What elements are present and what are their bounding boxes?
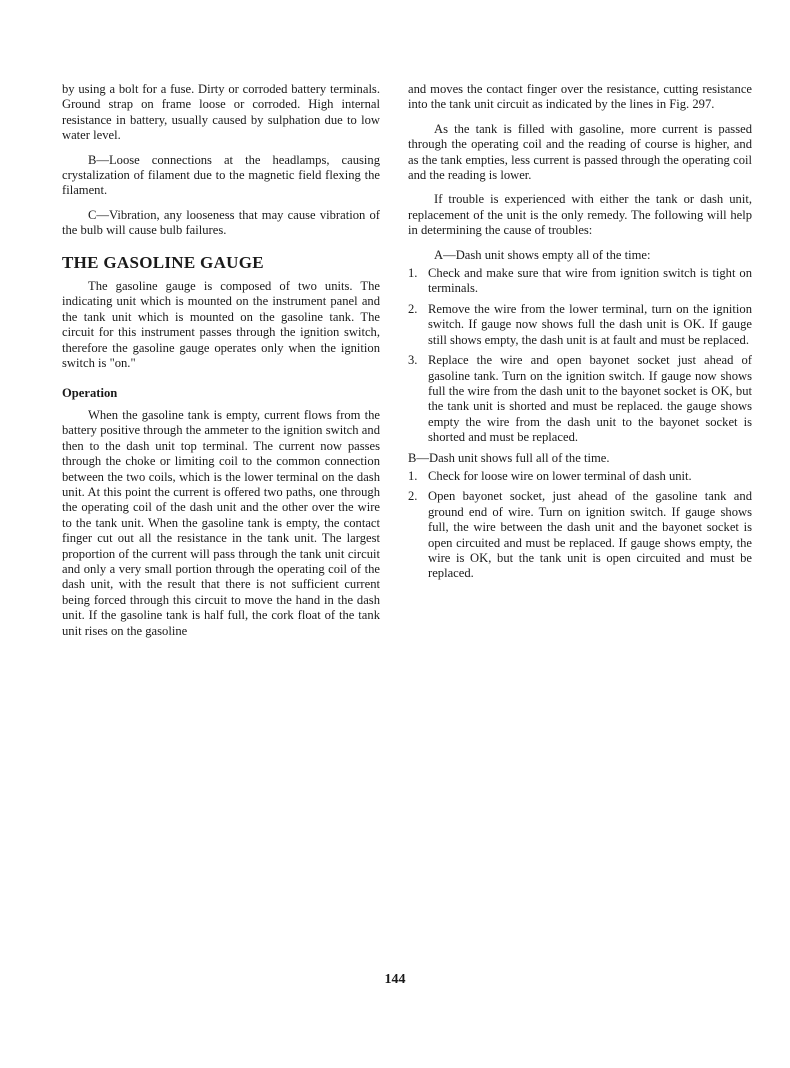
list-dash-shows-empty [408, 266, 752, 445]
right-column [408, 82, 752, 587]
section-title: THE GASOLINE GAUGE [62, 252, 264, 272]
paragraph-bulb-failure-causes: by using a bolt for a fuse. Dirty or corroded battery terminals. Ground strap on frame loose or corroded. High internal resistance in battery, usually caused by sulphation due to low water level. [62, 82, 380, 143]
paragraph-vibration: C—Vibration, any looseness that may cause vibration of the bulb will cause bulb failures. [62, 207, 380, 238]
paragraph-operation: When the gasoline tank is empty, current flows from the battery positive through the ammeter to the ignition switch and then to the dash unit top terminal. The current now passes through the choke or limiting coil to the common connection between the two coils, which is the lower terminal on the dash unit. At this point the current is offered two paths, one through the operating coil of the dash unit and the other over the wire to the tank unit. When the gasoline tank is empty, the contact finger cut out all the resistance in the tank unit. The largest proportion of the current will pass through the tank unit circuit and only a very small portion through the operating coil of the dash unit, with the result that there is not sufficient current being forced through this circuit to move the hand in the dash unit. If the gasoline tank is half full, the cork float of the tank unit rises on the gasoline [62, 407, 380, 638]
paragraph-loose-connections: B—Loose connections at the headlamps, causing crystalization of filament due to the magnetic field flexing the filament. [62, 152, 380, 198]
paragraph-troubleshooting-intro: If trouble is experienced with either the tank or dash unit, replacement of the unit is the only remedy. The following will help in determining the cause of troubles: [408, 192, 752, 238]
heading-dash-shows-empty: A—Dash unit shows empty all of the time: [434, 247, 651, 262]
list-item [408, 489, 752, 581]
subheading-operation: Operation [62, 385, 118, 400]
list-item-number: 2. [408, 489, 418, 504]
paragraph-tank-filled: As the tank is filled with gasoline, more current is passed through the operating coil and the reading of course is higher, and as the tank empties, less current is passed through the operating coil and the reading is lower. [408, 121, 752, 183]
list-dash-shows-full [408, 469, 752, 582]
list-item-number: 1. [408, 468, 418, 483]
list-item-text: Remove the wire from the lower terminal, turn on the ignition switch. If gauge now shows full the dash unit is OK. If gauge still shows empty, the dash unit is at fault and must be replaced. [428, 301, 752, 347]
list-item-text: Replace the wire and open bayonet socket just ahead of gasoline tank. Turn on the ignition switch. If gauge now shows full the wire from the dash unit to the bayonet socket is OK, but the tank unit is shorted and must be replaced. the gauge shows empty the wire from the dash unit to the bayonet socket is shorted and must be replaced. [428, 353, 752, 445]
list-item-number: 3. [408, 353, 418, 368]
list-item-text: Open bayonet socket, just ahead of the gasoline tank and ground end of wire. Turn on ignition switch. If gauge shows full, the wire between the dash unit and the bayonet socket is open circuited and must be replaced. If gauge shows empty, the wire is OK, but the tank unit is open circuited and must be replaced. [428, 489, 752, 581]
list-item [408, 266, 752, 297]
list-item-number: 2. [408, 301, 418, 316]
left-column [62, 82, 380, 639]
list-item-text: Check and make sure that wire from ignition switch is tight on terminals. [428, 266, 752, 296]
list-item-text: Check for loose wire on lower terminal of dash unit. [428, 468, 692, 483]
heading-dash-shows-full: B—Dash unit shows full all of the time. [408, 450, 610, 465]
list-item [408, 302, 752, 348]
list-item-number: 1. [408, 266, 418, 281]
list-item [408, 353, 752, 445]
page-number: 144 [384, 972, 406, 987]
list-item [408, 469, 752, 484]
paragraph-gauge-composition: The gasoline gauge is composed of two units. The indicating unit which is mounted on the instrument panel and the tank unit which is mounted on the gasoline tank. The circuit for this instrument passes through the ignition switch, therefore the gasoline gauge operates only when the ignition switch is "on." [62, 279, 380, 371]
paragraph-contact-finger: and moves the contact finger over the resistance, cutting resistance into the tank unit circuit as indicated by the lines in Fig. 297. [408, 82, 752, 112]
